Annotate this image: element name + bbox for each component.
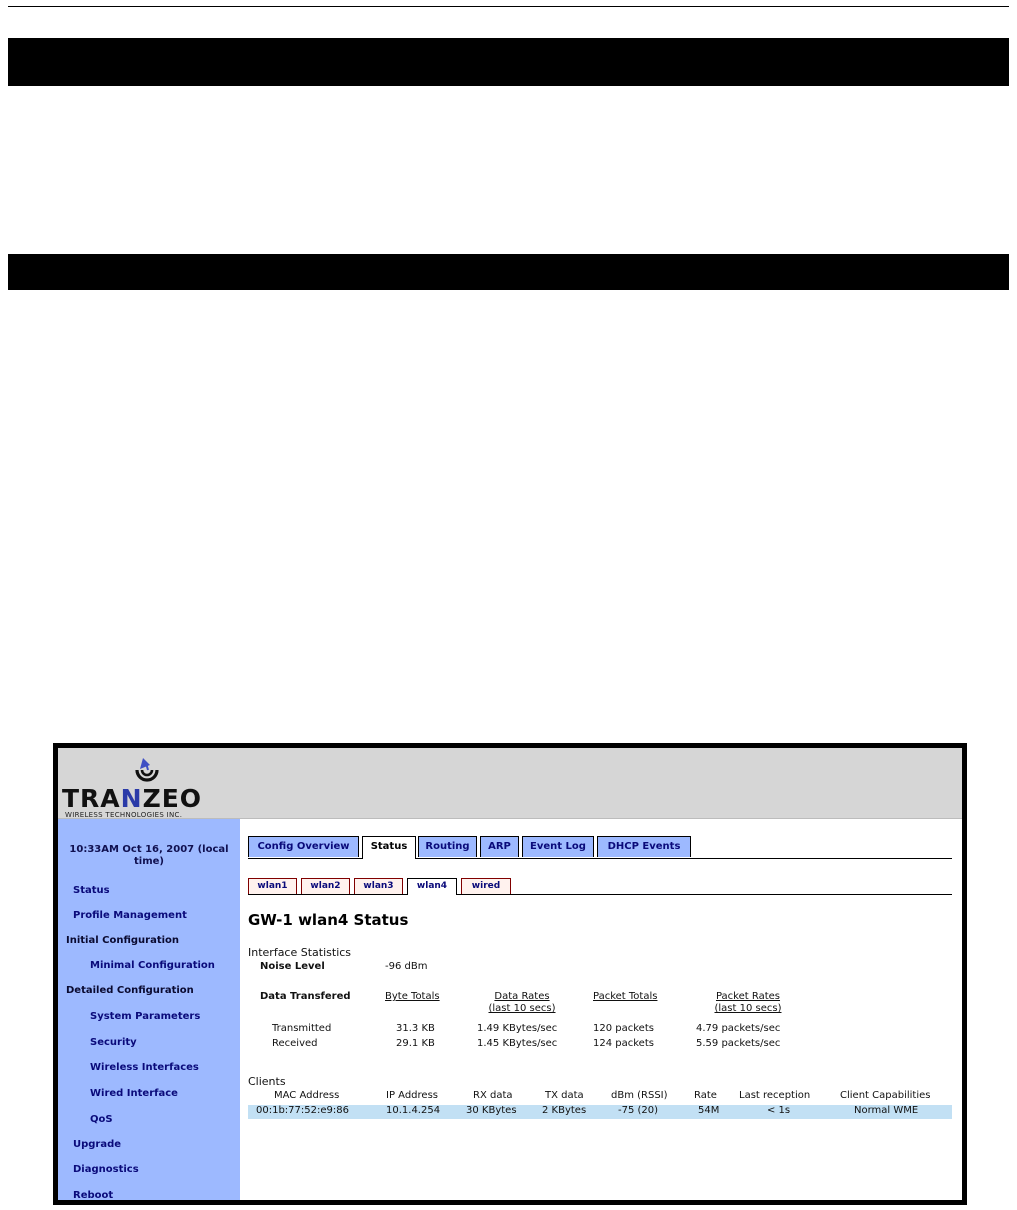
- header: [58, 748, 962, 819]
- logo-wordmark: TRANZEO: [62, 784, 203, 813]
- data-rates-header: Data Rates: [494, 991, 550, 1002]
- tab-routing[interactable]: Routing: [418, 836, 477, 857]
- sidebar-item-diagnostics[interactable]: Diagnostics: [73, 1164, 139, 1175]
- tab-status[interactable]: Status: [362, 836, 416, 859]
- local-time: 10:33AM Oct 16, 2007 (local time): [69, 844, 229, 867]
- tab-dhcp-events[interactable]: DHCP Events: [597, 836, 691, 857]
- section-banner: [8, 254, 1009, 290]
- subtab-wired[interactable]: wired: [461, 878, 511, 894]
- client-rssi: -75 (20): [618, 1105, 659, 1116]
- received-rate: 1.45 KBytes/sec: [477, 1038, 558, 1049]
- transmitted-packet-rate: 4.79 packets/sec: [696, 1023, 781, 1034]
- data-transfered-header: Data Transfered: [260, 991, 351, 1002]
- tab-config-overview[interactable]: Config Overview: [248, 836, 359, 857]
- sidebar-item-system-parameters[interactable]: System Parameters: [90, 1011, 201, 1022]
- tab-event-log[interactable]: Event Log: [522, 836, 594, 857]
- transmitted-label: Transmitted: [272, 1023, 332, 1034]
- sidebar-item-status[interactable]: Status: [73, 885, 110, 896]
- subtab-wlan1[interactable]: wlan1: [248, 878, 297, 894]
- tab-arp[interactable]: ARP: [480, 836, 519, 857]
- sidebar-item-wireless-interfaces[interactable]: Wireless Interfaces: [90, 1062, 199, 1073]
- main-tabs: [248, 836, 952, 859]
- clients-col-rx: RX data: [473, 1090, 513, 1101]
- sidebar: [58, 819, 240, 1200]
- logo-subtitle: WIRELESS TECHNOLOGIES INC.: [65, 811, 183, 819]
- sidebar-heading-detailed-configuration: Detailed Configuration: [66, 985, 194, 996]
- table-row[interactable]: [248, 1105, 952, 1119]
- data-rates-subheader: (last 10 secs): [488, 1003, 556, 1014]
- subtab-wlan3[interactable]: wlan3: [354, 878, 403, 894]
- sidebar-item-qos[interactable]: QoS: [90, 1114, 113, 1125]
- client-capabilities: Normal WME: [854, 1105, 919, 1116]
- top-rule: [8, 6, 1009, 7]
- clients-col-mac: MAC Address: [274, 1090, 340, 1101]
- clients-col-rssi: dBm (RSSI): [611, 1090, 668, 1101]
- clients-heading: Clients: [248, 1075, 286, 1088]
- screenshot-frame: [53, 743, 967, 1205]
- main-content: [240, 819, 962, 1200]
- client-ip: 10.1.4.254: [386, 1105, 441, 1116]
- noise-level-label: Noise Level: [260, 961, 325, 972]
- clients-col-last-reception: Last reception: [739, 1090, 811, 1101]
- received-packets: 124 packets: [593, 1038, 654, 1049]
- clients-col-ip: IP Address: [386, 1090, 438, 1101]
- packet-rates-header: Packet Rates: [715, 991, 781, 1002]
- sidebar-heading-initial-configuration: Initial Configuration: [66, 935, 180, 946]
- transmitted-rate: 1.49 KBytes/sec: [477, 1023, 558, 1034]
- clients-col-rate: Rate: [694, 1090, 717, 1101]
- packet-rates-subheader: (last 10 secs): [714, 1003, 782, 1014]
- section-banner: [8, 38, 1009, 86]
- sidebar-item-reboot[interactable]: Reboot: [73, 1190, 114, 1200]
- client-rx: 30 KBytes: [466, 1105, 517, 1116]
- client-tx: 2 KBytes: [542, 1105, 587, 1116]
- subtab-wlan2[interactable]: wlan2: [301, 878, 350, 894]
- subtab-wlan4[interactable]: wlan4: [407, 878, 457, 895]
- received-bytes: 29.1 KB: [396, 1038, 435, 1049]
- web-interface: [58, 748, 962, 1200]
- sidebar-item-minimal-configuration[interactable]: Minimal Configuration: [90, 960, 215, 971]
- client-rate: 54M: [698, 1105, 720, 1116]
- sidebar-item-upgrade[interactable]: Upgrade: [73, 1139, 122, 1150]
- noise-level-value: -96 dBm: [385, 961, 428, 972]
- page-title: GW-1 wlan4 Status: [248, 911, 409, 929]
- transmitted-bytes: 31.3 KB: [396, 1023, 435, 1034]
- received-label: Received: [272, 1038, 318, 1049]
- tranzeo-logo-icon: [131, 756, 163, 786]
- sidebar-item-profile-management[interactable]: Profile Management: [73, 910, 187, 921]
- byte-totals-header: Byte Totals: [385, 991, 440, 1002]
- packet-totals-header: Packet Totals: [593, 991, 658, 1002]
- transmitted-packets: 120 packets: [593, 1023, 654, 1034]
- interface-statistics-heading: Interface Statistics: [248, 946, 352, 959]
- interface-subtabs: [248, 878, 952, 895]
- received-packet-rate: 5.59 packets/sec: [696, 1038, 781, 1049]
- sidebar-item-security[interactable]: Security: [90, 1037, 137, 1048]
- sidebar-item-wired-interface[interactable]: Wired Interface: [90, 1088, 178, 1099]
- clients-col-capabilities: Client Capabilities: [840, 1090, 931, 1101]
- client-mac: 00:1b:77:52:e9:86: [256, 1105, 349, 1116]
- clients-col-tx: TX data: [545, 1090, 584, 1101]
- client-last-reception: < 1s: [767, 1105, 791, 1116]
